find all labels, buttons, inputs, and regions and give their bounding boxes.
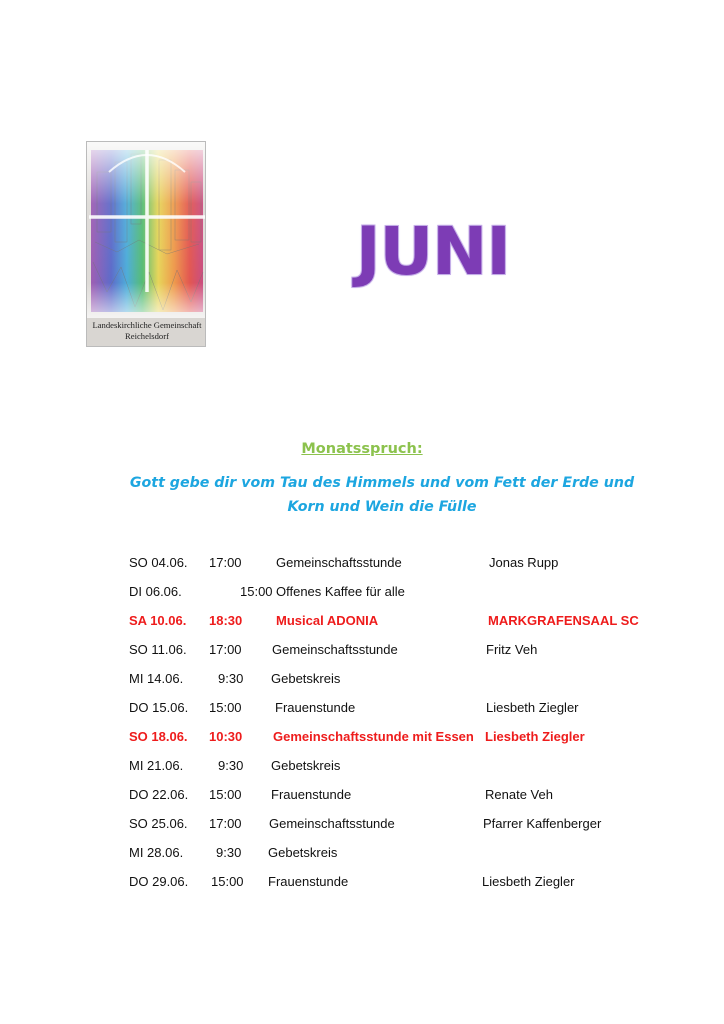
event-row — [0, 697, 724, 719]
event-title: Gebetskreis — [271, 758, 341, 773]
event-row — [0, 552, 724, 574]
event-time: 9:30 — [216, 845, 242, 860]
event-time: 17:00 — [209, 555, 242, 570]
event-day: SO 18.06. — [129, 729, 188, 744]
event-person: MARKGRAFENSAAL SC — [488, 613, 639, 628]
event-time: 9:30 — [218, 671, 244, 686]
event-person: Liesbeth Ziegler — [486, 700, 579, 715]
event-day: DO 29.06. — [129, 874, 189, 889]
event-day: SO 11.06. — [129, 642, 187, 657]
event-row — [0, 610, 724, 632]
stained-glass-cross-image — [87, 142, 206, 318]
event-title: Gebetskreis — [271, 671, 341, 686]
event-day: MI 14.06. — [129, 671, 184, 686]
event-time: 15:00 — [209, 700, 242, 715]
event-day: MI 21.06. — [129, 758, 184, 773]
event-title: Gebetskreis — [268, 845, 338, 860]
event-day: MI 28.06. — [129, 845, 184, 860]
event-person: Jonas Rupp — [489, 555, 559, 570]
event-person: Fritz Veh — [486, 642, 538, 657]
verse-text: Gott gebe dir vom Tau des Himmels und vom Fett der Erde und Korn und Wein die Fülle — [129, 475, 635, 515]
event-person: Liesbeth Ziegler — [482, 874, 575, 889]
logo-caption-line2: Reichelsdorf — [125, 331, 169, 341]
event-title: Frauenstunde — [271, 787, 352, 802]
event-person: Renate Veh — [485, 787, 553, 802]
event-time: 17:00 — [209, 816, 242, 831]
event-row — [0, 755, 724, 777]
event-row — [0, 842, 724, 864]
event-day: SO 25.06. — [129, 816, 188, 831]
event-time: 10:30 — [209, 729, 243, 744]
event-title: Musical ADONIA — [276, 613, 379, 628]
event-time: 17:00 — [209, 642, 242, 657]
event-time: 15:00 — [211, 874, 244, 889]
event-row — [0, 726, 724, 748]
event-time: 9:30 — [218, 758, 244, 773]
event-title: Gemeinschaftsstunde — [272, 642, 398, 657]
event-day: DO 22.06. — [129, 787, 189, 802]
event-day: DO 15.06. — [129, 700, 189, 715]
event-title: Offenes Kaffee für alle — [276, 584, 405, 599]
logo-caption-line1: Landeskirchliche Gemeinschaft — [92, 320, 202, 330]
event-time: 15:00 — [209, 787, 242, 802]
event-day: SO 04.06. — [129, 555, 188, 570]
event-row — [0, 871, 724, 893]
event-title: Gemeinschaftsstunde — [269, 816, 395, 831]
event-title: Gemeinschaftsstunde mit Essen — [273, 729, 474, 744]
event-title: Frauenstunde — [275, 700, 356, 715]
event-row — [0, 784, 724, 806]
month-title: JUNI — [356, 213, 510, 290]
event-title: Gemeinschaftsstunde — [276, 555, 402, 570]
event-person: Liesbeth Ziegler — [485, 729, 585, 744]
event-row — [0, 813, 724, 835]
event-day: DI 06.06. — [129, 584, 182, 599]
event-day: SA 10.06. — [129, 613, 187, 628]
event-row — [0, 668, 724, 690]
event-time: 18:30 — [209, 613, 243, 628]
event-person: Pfarrer Kaffenberger — [483, 816, 602, 831]
event-time: 15:00 — [240, 584, 273, 599]
event-title: Frauenstunde — [268, 874, 349, 889]
event-row — [0, 581, 724, 603]
logo-caption — [87, 320, 206, 342]
event-row — [0, 639, 724, 661]
church-logo — [86, 141, 206, 347]
verse-heading: Monatsspruch: — [301, 441, 423, 457]
